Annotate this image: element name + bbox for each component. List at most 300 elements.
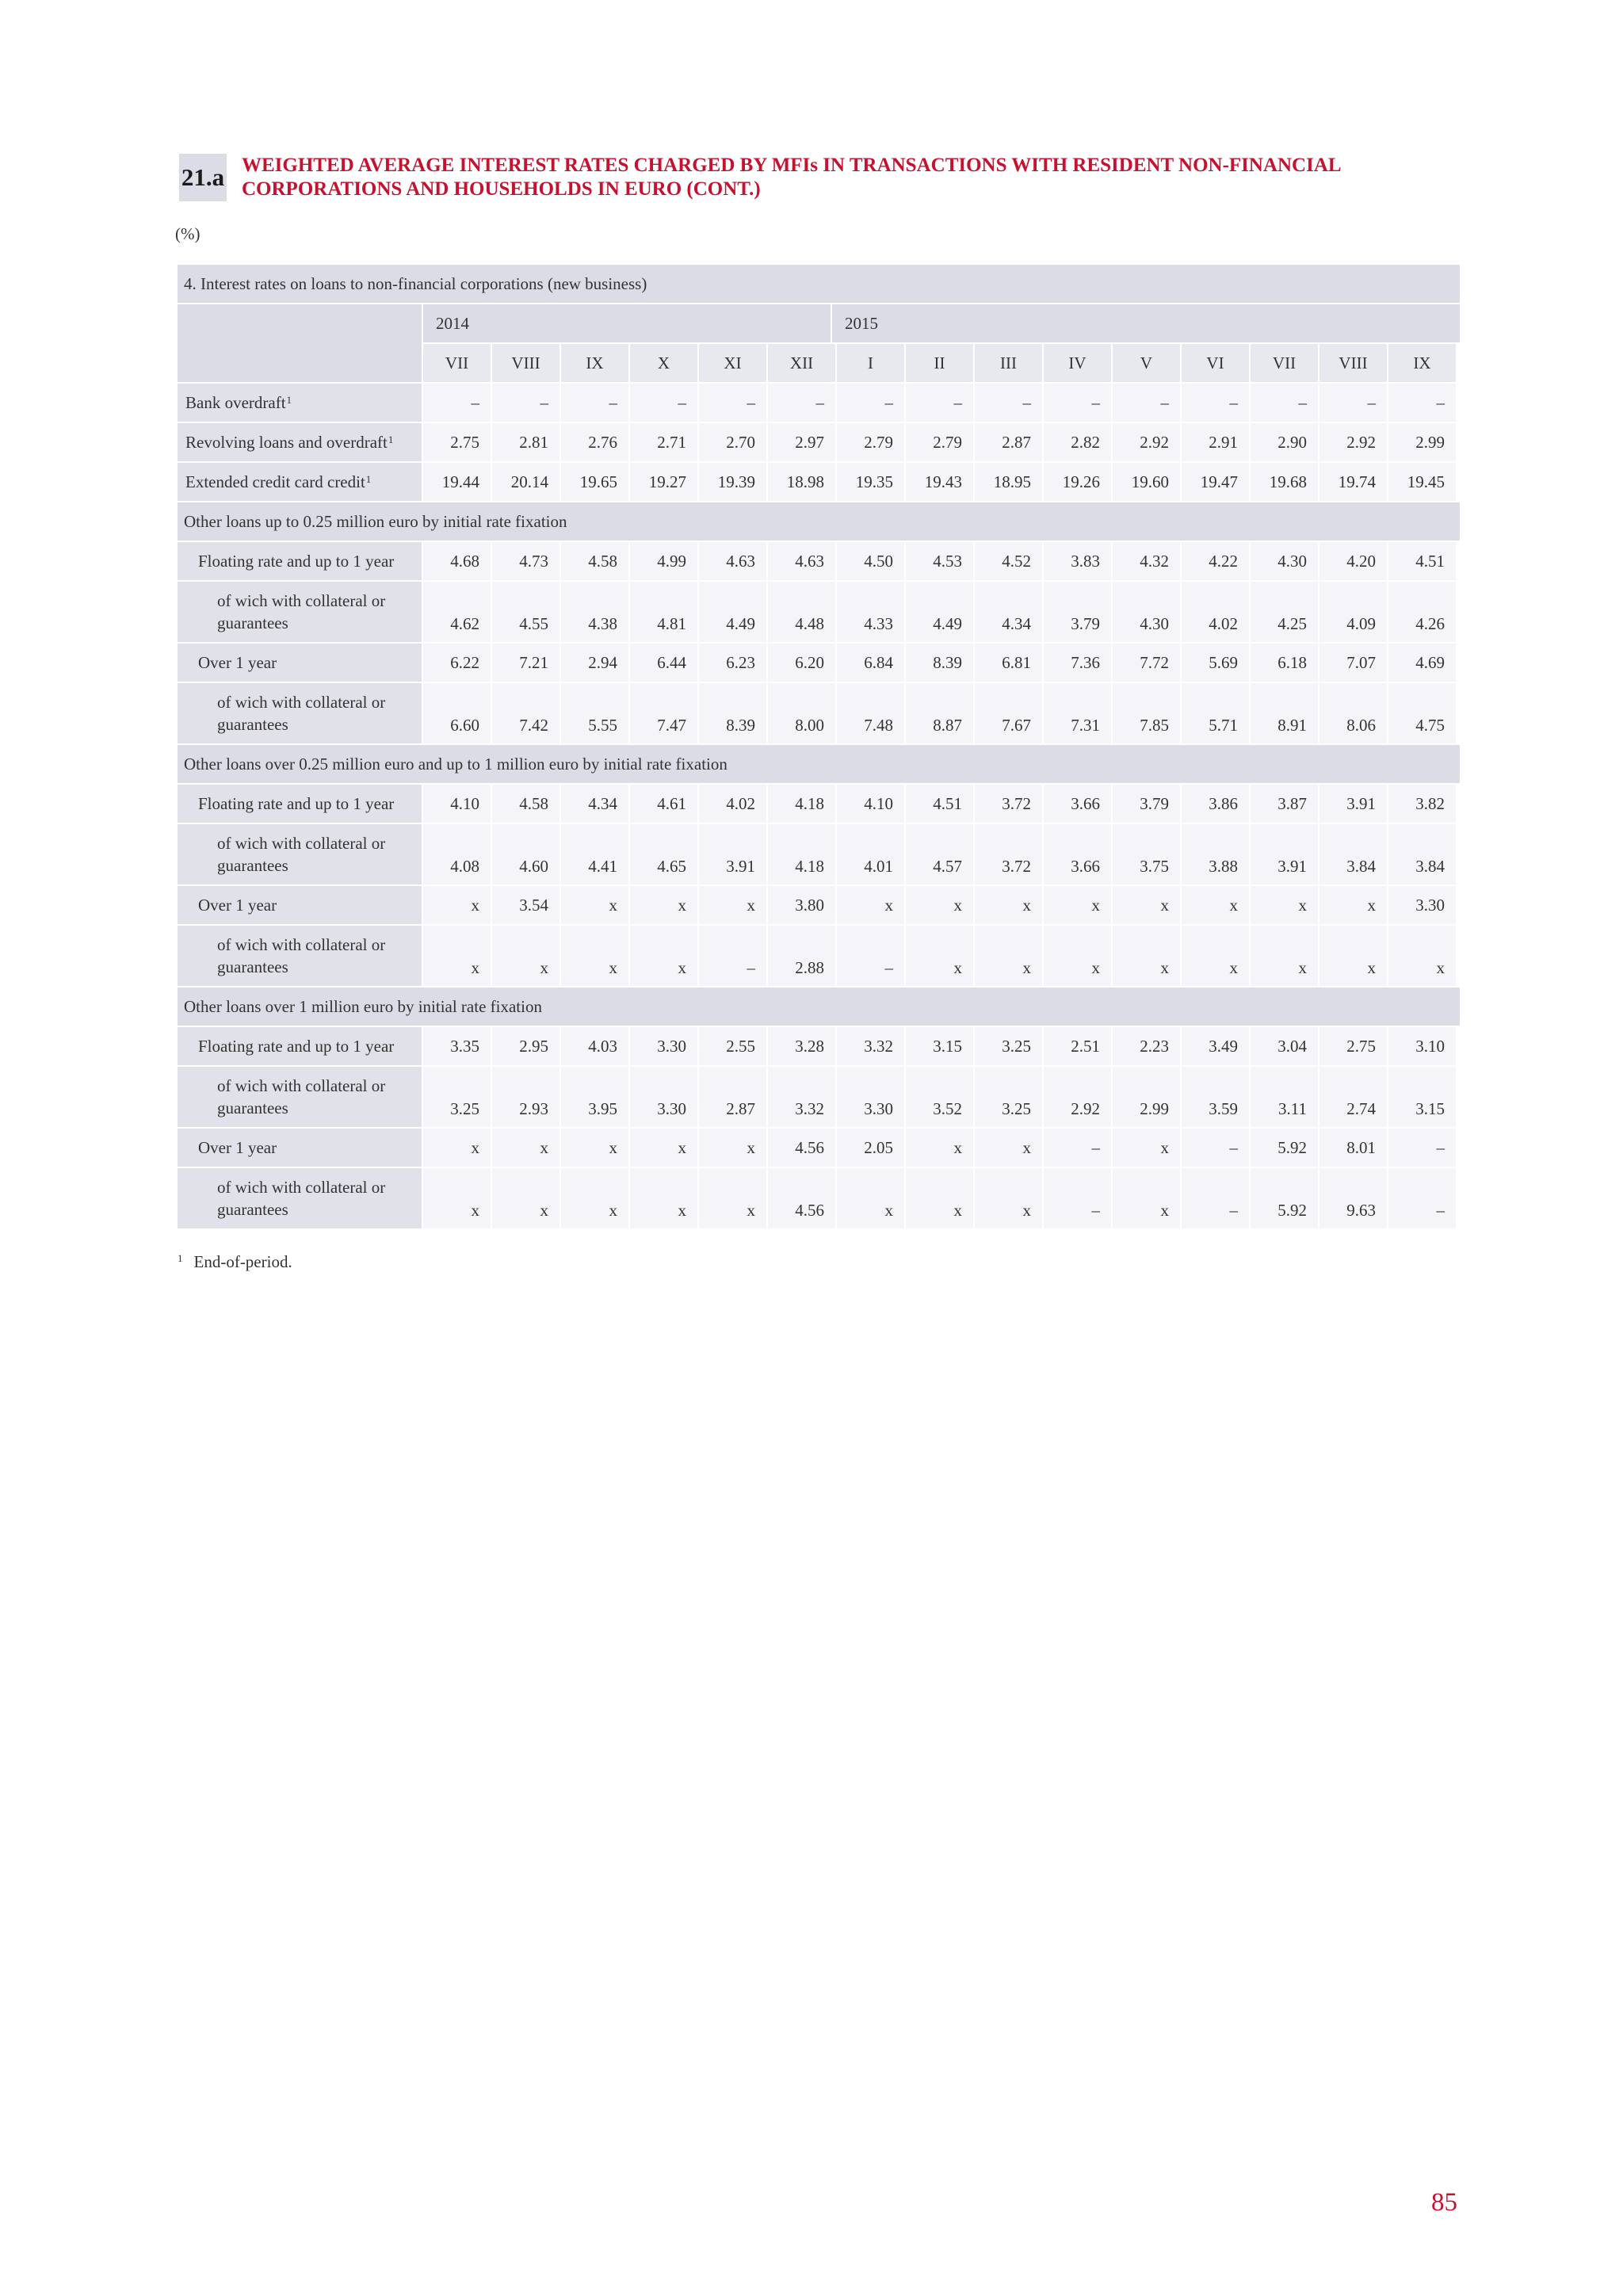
value-cell: 4.69 <box>1388 644 1456 682</box>
value-cell: 19.35 <box>837 463 904 501</box>
row-label-text <box>217 1176 385 1221</box>
value-cell: x <box>423 926 491 986</box>
section-header-row <box>178 502 1460 541</box>
table-row <box>178 683 1460 743</box>
value-cell: 6.20 <box>768 644 835 682</box>
value-cell: 2.79 <box>906 423 973 461</box>
value-cell: – <box>423 384 491 422</box>
value-cell: 2.79 <box>837 423 904 461</box>
value-cell: 7.67 <box>975 683 1042 743</box>
value-cell: – <box>492 384 559 422</box>
page-number: 85 <box>1431 2188 1457 2217</box>
value-cell: x <box>906 926 973 986</box>
value-cell: 7.07 <box>1319 644 1387 682</box>
value-cell: 8.39 <box>906 644 973 682</box>
value-cell: x <box>1113 1129 1180 1167</box>
value-cell: 19.74 <box>1319 463 1387 501</box>
value-cell: 3.72 <box>975 785 1042 823</box>
value-cell: 3.30 <box>1388 886 1456 924</box>
row-label <box>178 423 422 461</box>
value-cell: 4.34 <box>975 582 1042 642</box>
value-cell: 4.65 <box>630 824 697 884</box>
value-cell: – <box>1182 1168 1249 1228</box>
table-row <box>178 423 1460 461</box>
value-cell: 4.25 <box>1251 582 1318 642</box>
value-cell: – <box>975 384 1042 422</box>
month-header-row <box>423 344 1460 382</box>
month-header: X <box>630 344 697 382</box>
value-cell: 18.98 <box>768 463 835 501</box>
value-cell: 3.25 <box>975 1067 1042 1127</box>
value-cell: x <box>1388 926 1456 986</box>
value-cell: – <box>1044 384 1111 422</box>
month-header: XI <box>699 344 766 382</box>
row-label-text: Over 1 year <box>198 896 277 915</box>
value-cell: 7.36 <box>1044 644 1111 682</box>
row-label <box>178 582 422 642</box>
row-label-line: of wich with collateral or <box>217 935 386 954</box>
value-cell: – <box>699 926 766 986</box>
value-cell: 4.33 <box>837 582 904 642</box>
value-cell: 3.75 <box>1113 824 1180 884</box>
value-cell: – <box>630 384 697 422</box>
value-cell: 7.72 <box>1113 644 1180 682</box>
value-cell: x <box>906 1129 973 1167</box>
row-label <box>178 384 422 422</box>
value-cell: 3.25 <box>975 1027 1042 1065</box>
row-label <box>178 1067 422 1127</box>
value-cell: 4.10 <box>423 785 491 823</box>
value-cell: 3.15 <box>1388 1067 1456 1127</box>
table-row <box>178 824 1460 884</box>
value-cell: – <box>1388 384 1456 422</box>
value-cell: x <box>906 886 973 924</box>
value-cell: 3.84 <box>1319 824 1387 884</box>
row-label-line: guarantees <box>217 1200 288 1219</box>
row-label <box>178 542 422 580</box>
value-cell: 4.02 <box>699 785 766 823</box>
value-cell: – <box>1182 1129 1249 1167</box>
month-header: IX <box>561 344 628 382</box>
row-label-text <box>217 832 385 877</box>
value-cell: 19.26 <box>1044 463 1111 501</box>
value-cell: 4.55 <box>492 582 559 642</box>
month-header: I <box>837 344 904 382</box>
value-cell: 4.75 <box>1388 683 1456 743</box>
row-label-text: Floating rate and up to 1 year <box>198 1037 395 1056</box>
value-cell: 20.14 <box>492 463 559 501</box>
value-cell: 3.30 <box>630 1027 697 1065</box>
table-row <box>178 785 1460 823</box>
table-title-line-2: CORPORATIONS AND HOUSEHOLDS IN EURO (CONT.) <box>242 178 761 200</box>
value-cell: 2.95 <box>492 1027 559 1065</box>
table-row <box>178 1129 1460 1167</box>
row-label <box>178 886 422 924</box>
value-cell: 2.55 <box>699 1027 766 1065</box>
value-cell: 3.59 <box>1182 1067 1249 1127</box>
value-cell: 3.49 <box>1182 1027 1249 1065</box>
value-cell: 3.10 <box>1388 1027 1456 1065</box>
value-cell: 8.39 <box>699 683 766 743</box>
month-header: VIII <box>1319 344 1387 382</box>
row-label-line: guarantees <box>217 1098 288 1117</box>
value-cell: 9.63 <box>1319 1168 1387 1228</box>
value-cell: x <box>492 1168 559 1228</box>
value-cell: 7.48 <box>837 683 904 743</box>
row-label-line: of wich with collateral or <box>217 591 386 610</box>
value-cell: 3.30 <box>837 1067 904 1127</box>
row-label <box>178 824 422 884</box>
row-label-text: Extended credit card credit <box>185 472 365 491</box>
value-cell: 6.44 <box>630 644 697 682</box>
section-title: Other loans over 1 million euro by initial rate fixation <box>178 988 1460 1026</box>
value-cell: 19.68 <box>1251 463 1318 501</box>
footnote-reference: 1 <box>365 473 372 485</box>
value-cell: 3.28 <box>768 1027 835 1065</box>
value-cell: 4.34 <box>561 785 628 823</box>
value-cell: 4.48 <box>768 582 835 642</box>
row-label-line: guarantees <box>217 715 288 734</box>
value-cell: 3.91 <box>1251 824 1318 884</box>
value-cell: 2.88 <box>768 926 835 986</box>
footnote-mark: 1 <box>178 1252 183 1264</box>
value-cell: 4.60 <box>492 824 559 884</box>
value-cell: x <box>423 1129 491 1167</box>
value-cell: 3.35 <box>423 1027 491 1065</box>
section-header-row <box>178 745 1460 783</box>
value-cell: 3.87 <box>1251 785 1318 823</box>
value-cell: 4.09 <box>1319 582 1387 642</box>
value-cell: 4.38 <box>561 582 628 642</box>
footnote-reference: 1 <box>388 434 394 445</box>
row-label-text: Revolving loans and overdraft <box>185 433 388 452</box>
value-cell: – <box>1113 384 1180 422</box>
value-cell: 2.74 <box>1319 1067 1387 1127</box>
value-cell: x <box>975 1129 1042 1167</box>
value-cell: – <box>561 384 628 422</box>
value-cell: 2.23 <box>1113 1027 1180 1065</box>
value-cell: 3.86 <box>1182 785 1249 823</box>
row-label-text: Floating rate and up to 1 year <box>198 794 395 813</box>
value-cell: x <box>492 926 559 986</box>
value-cell: 2.93 <box>492 1067 559 1127</box>
value-cell: 4.56 <box>768 1168 835 1228</box>
table-body <box>178 384 1460 1228</box>
value-cell: 8.00 <box>768 683 835 743</box>
value-cell: 3.84 <box>1388 824 1456 884</box>
table-row <box>178 384 1460 422</box>
month-header: IV <box>1044 344 1111 382</box>
value-cell: x <box>1319 886 1387 924</box>
row-label-text: Over 1 year <box>198 653 277 672</box>
value-cell: x <box>561 1129 628 1167</box>
value-cell: 3.88 <box>1182 824 1249 884</box>
value-cell: 19.45 <box>1388 463 1456 501</box>
value-cell: x <box>837 1168 904 1228</box>
month-header: XII <box>768 344 835 382</box>
value-cell: 3.25 <box>423 1067 491 1127</box>
table-title-line-1: WEIGHTED AVERAGE INTEREST RATES CHARGED BY MFIs IN TRANSACTIONS WITH RESIDENT NON-FINANCIAL <box>242 155 1342 176</box>
value-cell: 8.87 <box>906 683 973 743</box>
value-cell: x <box>699 1129 766 1167</box>
value-cell: 8.01 <box>1319 1129 1387 1167</box>
value-cell: 6.81 <box>975 644 1042 682</box>
value-cell: 7.21 <box>492 644 559 682</box>
value-cell: x <box>1044 886 1111 924</box>
value-cell: 2.94 <box>561 644 628 682</box>
value-cell: 3.82 <box>1388 785 1456 823</box>
value-cell: 4.41 <box>561 824 628 884</box>
value-cell: 3.11 <box>1251 1067 1318 1127</box>
value-cell: 8.06 <box>1319 683 1387 743</box>
value-cell: x <box>561 926 628 986</box>
value-cell: x <box>1251 926 1318 986</box>
value-cell: 2.81 <box>492 423 559 461</box>
value-cell: 2.92 <box>1044 1067 1111 1127</box>
value-cell: x <box>630 1129 697 1167</box>
value-cell: 5.69 <box>1182 644 1249 682</box>
value-cell: 2.71 <box>630 423 697 461</box>
value-cell: 6.23 <box>699 644 766 682</box>
value-cell: 6.84 <box>837 644 904 682</box>
value-cell: x <box>1113 926 1180 986</box>
value-cell: 2.82 <box>1044 423 1111 461</box>
year-2014-header: 2014 <box>423 304 831 342</box>
value-cell: 4.61 <box>630 785 697 823</box>
table-title <box>242 154 1342 201</box>
value-cell: 4.10 <box>837 785 904 823</box>
value-cell: x <box>1113 886 1180 924</box>
row-label <box>178 1027 422 1065</box>
value-cell: 2.05 <box>837 1129 904 1167</box>
value-cell: 2.91 <box>1182 423 1249 461</box>
value-cell: 5.92 <box>1251 1168 1318 1228</box>
value-cell: 7.31 <box>1044 683 1111 743</box>
value-cell: 3.80 <box>768 886 835 924</box>
row-label <box>178 463 422 501</box>
value-cell: 3.54 <box>492 886 559 924</box>
table-header <box>179 154 1463 201</box>
value-cell: x <box>423 1168 491 1228</box>
value-cell: 4.20 <box>1319 542 1387 580</box>
value-cell: 4.99 <box>630 542 697 580</box>
value-cell: 7.42 <box>492 683 559 743</box>
value-cell: 2.97 <box>768 423 835 461</box>
value-cell: 3.32 <box>768 1067 835 1127</box>
value-cell: x <box>699 1168 766 1228</box>
month-header: IX <box>1388 344 1456 382</box>
value-cell: 19.65 <box>561 463 628 501</box>
footnote-reference: 1 <box>286 394 292 406</box>
value-cell: 3.66 <box>1044 785 1111 823</box>
value-cell: x <box>1182 886 1249 924</box>
value-cell: 4.32 <box>1113 542 1180 580</box>
value-cell: 5.92 <box>1251 1129 1318 1167</box>
row-label-line: of wich with collateral or <box>217 834 386 853</box>
month-header: VII <box>1251 344 1318 382</box>
month-header: VI <box>1182 344 1249 382</box>
value-cell: x <box>1044 926 1111 986</box>
value-cell: 3.83 <box>1044 542 1111 580</box>
section-title: Other loans up to 0.25 million euro by initial rate fixation <box>178 502 1460 541</box>
value-cell: x <box>561 886 628 924</box>
month-header: VIII <box>492 344 559 382</box>
value-cell: 4.30 <box>1113 582 1180 642</box>
value-cell: 4.62 <box>423 582 491 642</box>
table-row <box>178 1168 1460 1228</box>
value-cell: 6.60 <box>423 683 491 743</box>
value-cell: 4.56 <box>768 1129 835 1167</box>
value-cell: 4.01 <box>837 824 904 884</box>
value-cell: 3.32 <box>837 1027 904 1065</box>
value-cell: 19.44 <box>423 463 491 501</box>
value-cell: 2.87 <box>699 1067 766 1127</box>
value-cell: x <box>975 886 1042 924</box>
value-cell: 2.76 <box>561 423 628 461</box>
table-row <box>178 886 1460 924</box>
value-cell: – <box>837 926 904 986</box>
value-cell: 4.50 <box>837 542 904 580</box>
value-cell: – <box>699 384 766 422</box>
table-row <box>178 542 1460 580</box>
value-cell: 4.53 <box>906 542 973 580</box>
value-cell: 2.99 <box>1113 1067 1180 1127</box>
value-cell: x <box>906 1168 973 1228</box>
table-row <box>178 926 1460 986</box>
value-cell: 2.92 <box>1113 423 1180 461</box>
value-cell: 4.57 <box>906 824 973 884</box>
row-label-text: Bank overdraft <box>185 393 286 412</box>
row-label-text <box>217 1075 385 1119</box>
value-cell: 4.63 <box>699 542 766 580</box>
section-title: Other loans over 0.25 million euro and up to 1 million euro by initial rate fixation <box>178 745 1460 783</box>
value-cell: 2.90 <box>1251 423 1318 461</box>
value-cell: x <box>630 1168 697 1228</box>
value-cell: 6.22 <box>423 644 491 682</box>
row-label-line: guarantees <box>217 957 288 976</box>
value-cell: 3.91 <box>1319 785 1387 823</box>
value-cell: 19.27 <box>630 463 697 501</box>
value-cell: – <box>837 384 904 422</box>
value-cell: 2.92 <box>1319 423 1387 461</box>
table-row <box>178 463 1460 501</box>
value-cell: x <box>837 886 904 924</box>
value-cell: 4.18 <box>768 785 835 823</box>
value-cell: 3.04 <box>1251 1027 1318 1065</box>
value-cell: x <box>1319 926 1387 986</box>
value-cell: x <box>492 1129 559 1167</box>
value-cell: x <box>630 886 697 924</box>
row-label <box>178 644 422 682</box>
row-label-line: of wich with collateral or <box>217 1076 386 1095</box>
month-header: II <box>906 344 973 382</box>
row-label-line: of wich with collateral or <box>217 1178 386 1197</box>
section-header-row <box>178 265 1460 303</box>
value-cell: 19.60 <box>1113 463 1180 501</box>
value-cell: 18.95 <box>975 463 1042 501</box>
row-label-line: guarantees <box>217 856 288 875</box>
table-row <box>178 644 1460 682</box>
value-cell: 2.75 <box>1319 1027 1387 1065</box>
column-headers <box>423 304 1460 382</box>
value-cell: x <box>561 1168 628 1228</box>
value-cell: 4.08 <box>423 824 491 884</box>
value-cell: 19.47 <box>1182 463 1249 501</box>
row-label-line: of wich with collateral or <box>217 693 386 712</box>
value-cell: 3.30 <box>630 1067 697 1127</box>
value-cell: x <box>630 926 697 986</box>
value-cell: 4.49 <box>906 582 973 642</box>
value-cell: x <box>699 886 766 924</box>
value-cell: – <box>1044 1168 1111 1228</box>
value-cell: 4.51 <box>906 785 973 823</box>
value-cell: x <box>975 926 1042 986</box>
value-cell: 8.91 <box>1251 683 1318 743</box>
row-label <box>178 926 422 986</box>
value-cell: – <box>1388 1129 1456 1167</box>
value-cell: 2.75 <box>423 423 491 461</box>
value-cell: x <box>423 886 491 924</box>
value-cell: 6.18 <box>1251 644 1318 682</box>
footnote <box>178 1252 292 1272</box>
value-cell: 4.30 <box>1251 542 1318 580</box>
value-cell: – <box>906 384 973 422</box>
value-cell: – <box>1044 1129 1111 1167</box>
month-header: III <box>975 344 1042 382</box>
value-cell: 4.49 <box>699 582 766 642</box>
table-row <box>178 582 1460 642</box>
value-cell: 3.79 <box>1044 582 1111 642</box>
value-cell: – <box>1388 1168 1456 1228</box>
value-cell: 2.99 <box>1388 423 1456 461</box>
row-label-text: Floating rate and up to 1 year <box>198 552 395 571</box>
value-cell: 3.15 <box>906 1027 973 1065</box>
month-header: VII <box>423 344 491 382</box>
row-label-line: guarantees <box>217 613 288 632</box>
value-cell: – <box>768 384 835 422</box>
value-cell: 2.51 <box>1044 1027 1111 1065</box>
value-cell: 19.39 <box>699 463 766 501</box>
column-header-rows <box>178 304 1460 382</box>
year-header-row <box>423 304 1460 342</box>
value-cell: 7.47 <box>630 683 697 743</box>
footnote-text: End-of-period. <box>193 1252 292 1271</box>
header-corner-cell <box>178 304 422 382</box>
value-cell: 4.58 <box>492 785 559 823</box>
value-cell: 4.63 <box>768 542 835 580</box>
value-cell: 4.51 <box>1388 542 1456 580</box>
value-cell: 4.03 <box>561 1027 628 1065</box>
value-cell: 2.87 <box>975 423 1042 461</box>
row-label-text <box>217 934 385 978</box>
value-cell: 3.72 <box>975 824 1042 884</box>
row-label <box>178 785 422 823</box>
value-cell: 4.52 <box>975 542 1042 580</box>
value-cell: 2.70 <box>699 423 766 461</box>
row-label <box>178 1168 422 1228</box>
value-cell: 4.68 <box>423 542 491 580</box>
section-header-row <box>178 988 1460 1026</box>
value-cell: – <box>1251 384 1318 422</box>
value-cell: 5.71 <box>1182 683 1249 743</box>
value-cell: x <box>1251 886 1318 924</box>
value-cell: 3.79 <box>1113 785 1180 823</box>
row-label <box>178 683 422 743</box>
value-cell: 4.02 <box>1182 582 1249 642</box>
value-cell: 19.43 <box>906 463 973 501</box>
row-label-text <box>217 691 385 735</box>
value-cell: x <box>1113 1168 1180 1228</box>
